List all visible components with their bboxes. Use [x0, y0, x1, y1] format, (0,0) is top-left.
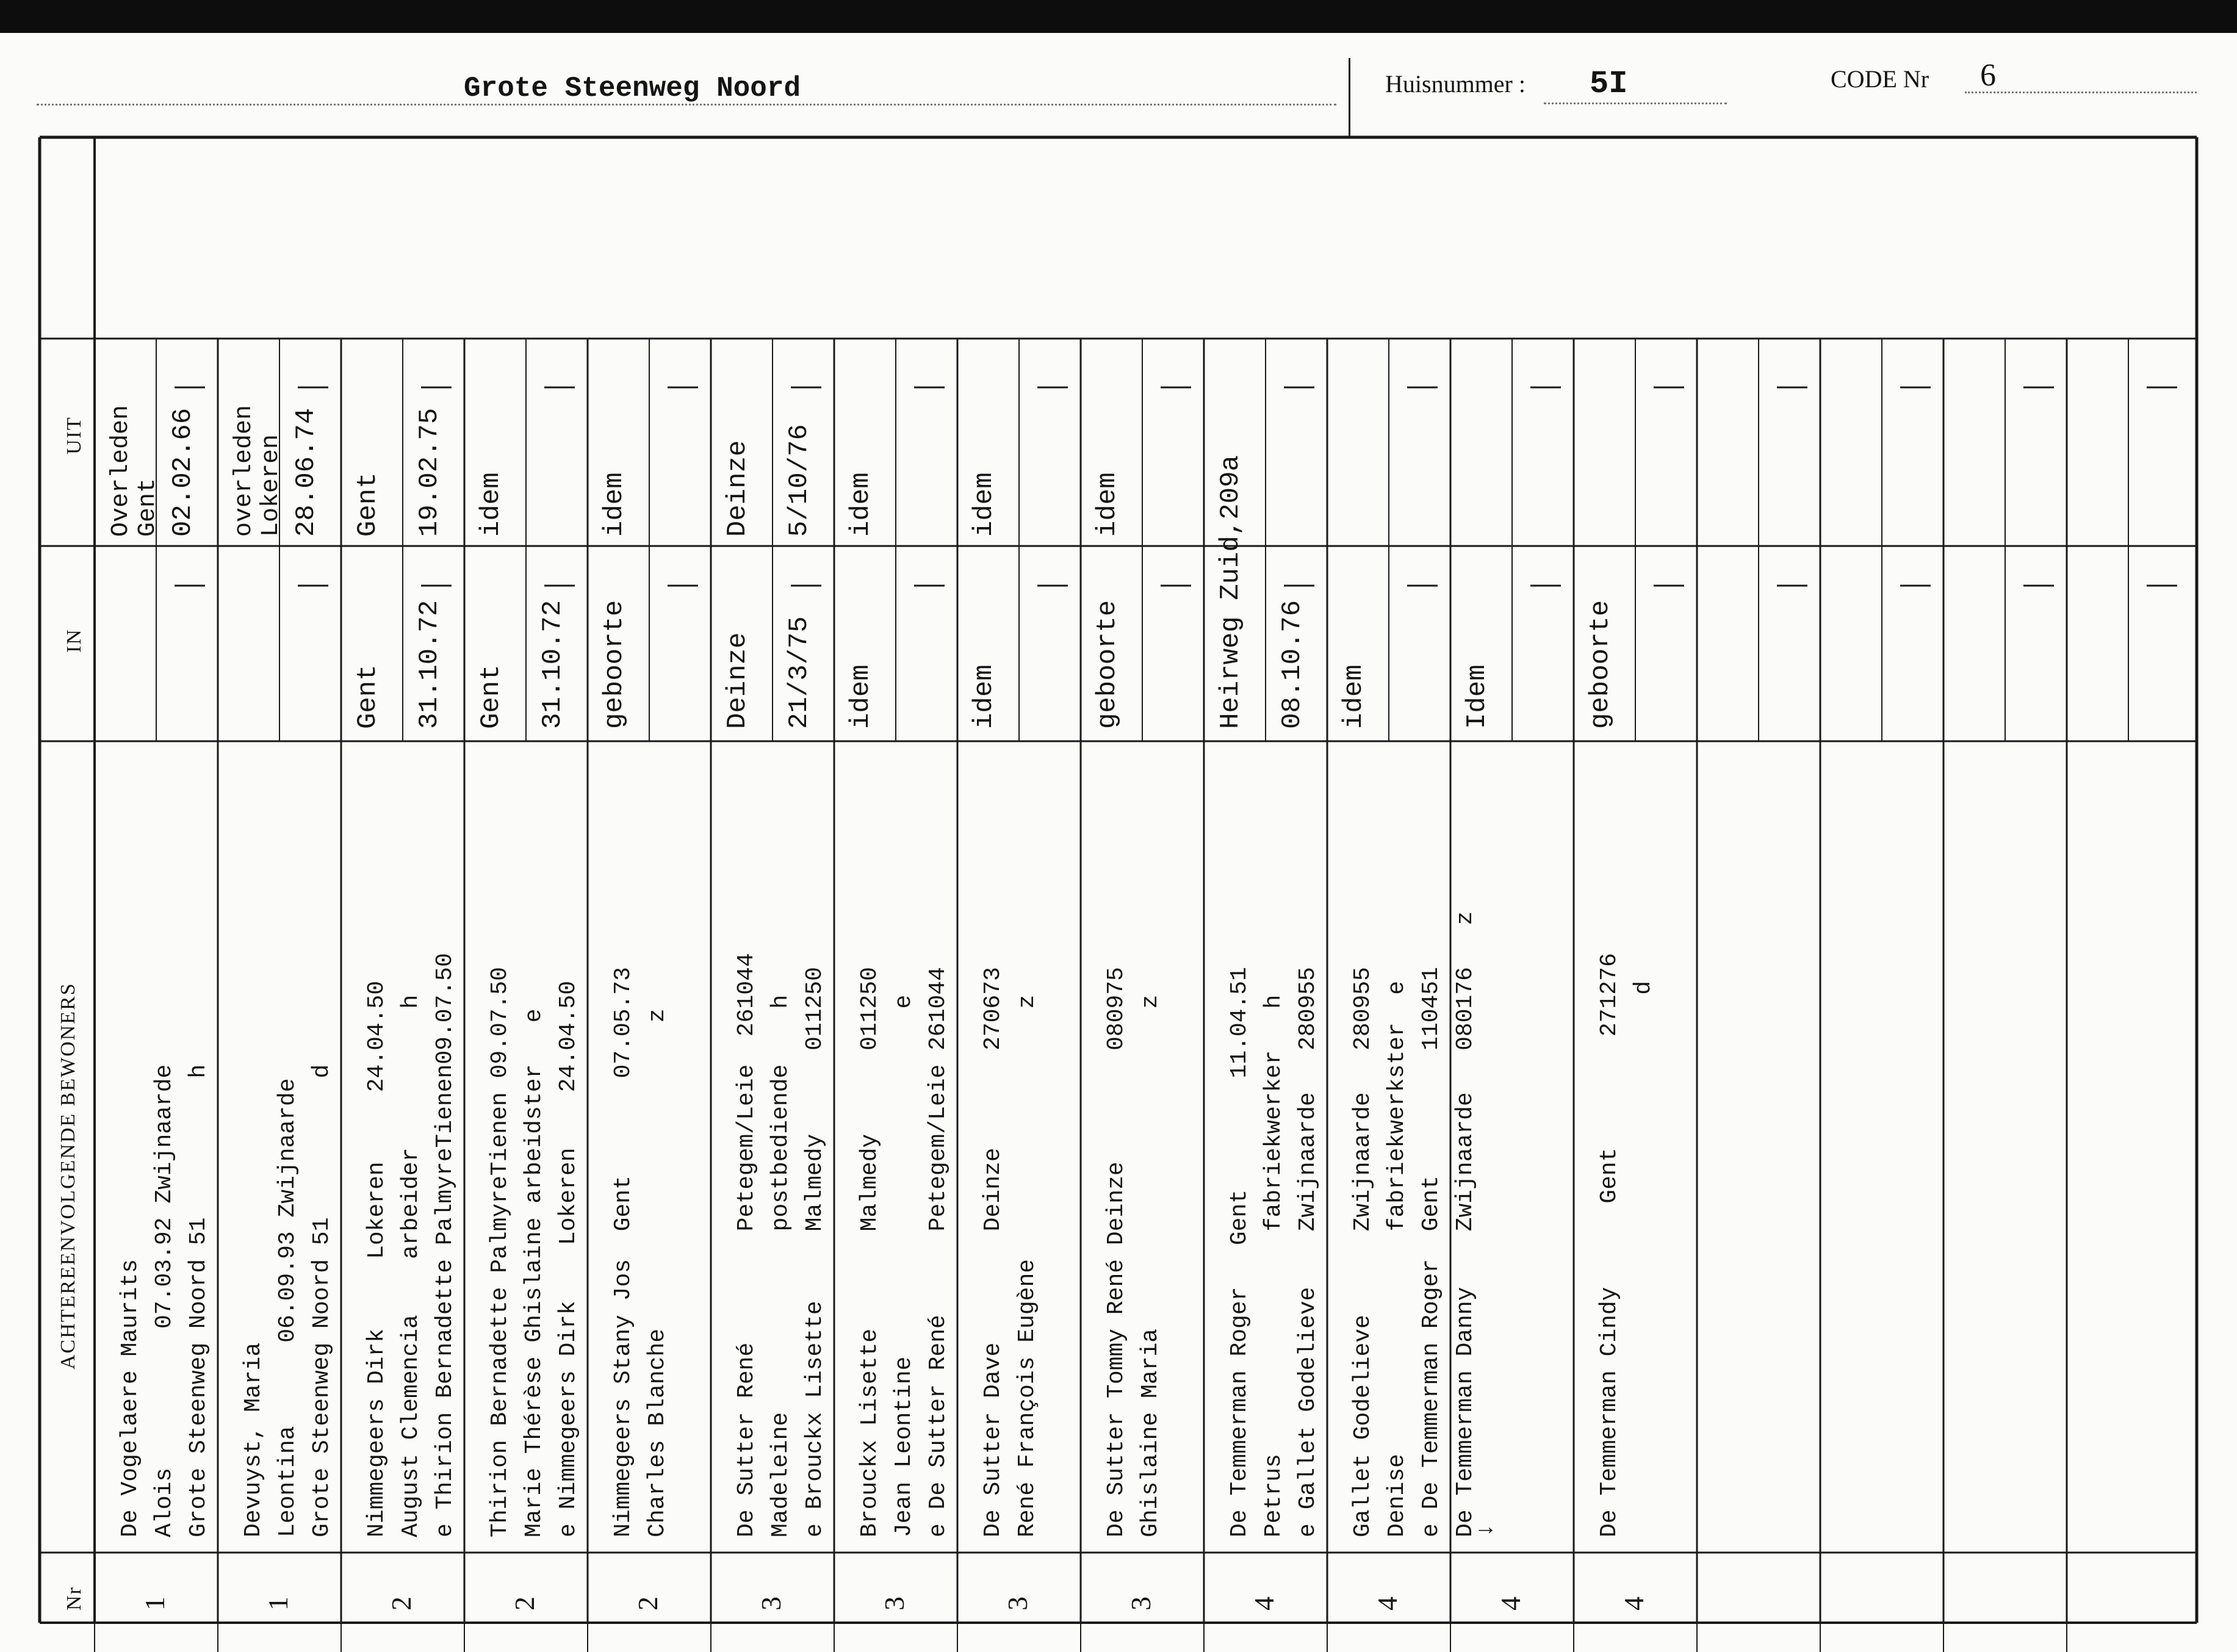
move-out-place: Overleden Gent [107, 404, 162, 537]
resident-group-number: 1 [139, 1596, 170, 1611]
resident-line: De Vogelaere Maurits [117, 1259, 143, 1537]
resident-group-number: 2 [632, 1596, 663, 1611]
resident-group-number: 3 [1002, 1596, 1033, 1611]
resident-line: Nimmegeers Stany Jos Gent 07.05.73 [610, 967, 636, 1537]
resident-line: De Temmerman Danny Zwijnaarde 080176 z [1452, 911, 1479, 1537]
resident-line: e De Sutter René Petegem/Leie 261044 [925, 967, 951, 1537]
street-name: Grote Steenweg Noord [464, 73, 801, 104]
resident-group-number: 3 [879, 1596, 910, 1611]
move-in-place: Heirweg Zuid,209a [1216, 455, 1246, 729]
resident-group-number: 1 [262, 1596, 294, 1611]
resident-line: e De Temmerman Roger Gent 110451 [1418, 967, 1444, 1537]
move-out-date: 19.02.75 [414, 408, 445, 537]
residents-column-header: ACHTEREENVOLGENDE BEWONERS [57, 982, 79, 1370]
move-out-date: 02.02.66 [168, 408, 198, 537]
move-out-place: idem [476, 472, 506, 537]
resident-line: Devuyst, Maria [240, 1342, 267, 1537]
resident-line: Grote Steenweg Noord 51 h [186, 1064, 212, 1537]
move-in-date: 21/3/75 [784, 616, 815, 729]
resident-line: Denise fabriekwerkster e [1384, 980, 1410, 1537]
resident-line: De Sutter Dave Deinze 270673 [980, 967, 1006, 1537]
move-in-place: Gent [353, 664, 383, 729]
resident-line: Madeleine postbediende h [768, 994, 794, 1537]
resident-group-number: 4 [1495, 1596, 1526, 1611]
resident-group-number: 3 [1125, 1596, 1156, 1611]
resident-line: De Temmerman Roger Gent 11.04.51 [1227, 967, 1253, 1537]
resident-group-number: 3 [755, 1596, 787, 1611]
move-in-place: geboorte [1585, 600, 1616, 729]
move-in-place: Gent [476, 664, 506, 729]
resident-line: Gallet Godelieve Zwijnaarde 280955 [1350, 967, 1376, 1537]
resident-line: Ghislaine Maria z [1137, 994, 1164, 1537]
resident-line: Brouckx Lisette Malmedy 011250 [857, 967, 883, 1537]
resident-line: De Sutter René Petegem/Leie 261044 [733, 953, 760, 1537]
resident-line: e Brouckx Lisette Malmedy 011250 [802, 967, 828, 1537]
move-in-place: idem [846, 664, 876, 729]
move-out-place: idem [1092, 472, 1123, 537]
resident-line: René François Eugène z [1014, 994, 1040, 1537]
move-in-place: idem [969, 664, 1000, 729]
house-number-value: 5I [1590, 66, 1628, 102]
resident-line: Marie Thérèse Ghislaine arbeidster e [521, 1008, 547, 1537]
resident-line: Grote Steenweg Noord 51 d [309, 1064, 335, 1537]
move-in-place: idem [1339, 664, 1369, 729]
move-out-place: idem [969, 472, 1000, 537]
house-number-label: Huisnummer : [1385, 70, 1526, 98]
code-number-value: 6 [1980, 58, 1996, 93]
resident-line: Thirion Bernadette PalmyreTienen 09.07.50 [487, 967, 513, 1537]
in-column-header: IN [63, 628, 85, 653]
resident-line: Jean Leontine e [891, 994, 917, 1537]
move-out-place: idem [846, 472, 876, 537]
move-out-place: idem [599, 472, 630, 537]
resident-line: ↓ [1473, 1523, 1499, 1537]
resident-line: Alois 07.03.92 Zwijnaarde [151, 1064, 178, 1537]
resident-group-number: 4 [1372, 1596, 1403, 1611]
resident-group-number: 4 [1618, 1596, 1649, 1611]
resident-line: Charles Blanche z [644, 1008, 671, 1537]
resident-line: d [1630, 980, 1657, 1537]
resident-line: August Clemencia arbeider h [398, 994, 424, 1537]
move-out-place: overleden Lokeren [231, 404, 285, 537]
move-in-place: geboorte [1092, 600, 1123, 729]
resident-group-number: 2 [386, 1596, 417, 1611]
uit-column-header: UIT [63, 416, 85, 454]
move-in-date: 31.10.72 [538, 600, 568, 729]
move-out-place: Deinze [722, 440, 753, 537]
move-out-place: Gent [353, 472, 383, 537]
resident-line: e Nimmegeers Dirk Lokeren 24.04.50 [555, 980, 582, 1537]
move-in-place: Idem [1462, 664, 1493, 729]
resident-group-number: 4 [1248, 1596, 1280, 1611]
move-in-date: 08.10.76 [1277, 600, 1308, 729]
resident-line: Leontina 06.09.93 Zwijnaarde [275, 1078, 301, 1537]
resident-line: e Gallet Godelieve Zwijnaarde 280955 [1295, 967, 1321, 1537]
resident-line: De Sutter Tommy René Deinze 080975 [1103, 967, 1129, 1537]
resident-line: e Thirion Bernadette PalmyreTienen09.07.50 [432, 953, 458, 1537]
resident-line: Petrus fabriekwerker h [1261, 994, 1287, 1537]
move-in-date: 31.10.72 [414, 600, 445, 729]
resident-group-number: 2 [509, 1596, 540, 1611]
code-number-label: CODE Nr [1831, 65, 1929, 93]
move-out-date: 28.06.74 [291, 408, 322, 537]
nr-column-header: Nr [63, 1586, 85, 1611]
resident-line: Nimmegeers Dirk Lokeren 24.04.50 [364, 980, 390, 1537]
move-in-place: Deinze [722, 632, 753, 729]
move-out-date: 5/10/76 [784, 424, 815, 537]
resident-line: De Temmerman Cindy Gent 271276 [1596, 953, 1623, 1537]
move-in-place: geboorte [599, 600, 630, 729]
